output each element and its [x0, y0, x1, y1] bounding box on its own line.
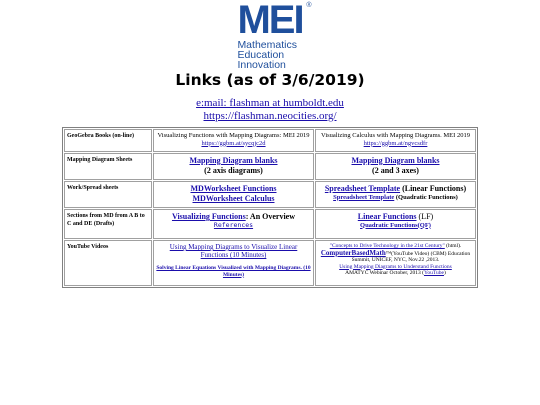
logo-mark	[237, 0, 312, 71]
row-label: Work/Spread sheets	[64, 181, 152, 208]
youtube-link[interactable]: YouTube	[423, 270, 444, 276]
logo-line-3: Innovation	[237, 59, 286, 71]
cell-text: )	[444, 270, 446, 276]
row-label: Mapping Diagram Sheets	[64, 153, 152, 180]
table-row	[64, 240, 476, 286]
cell-sections-overview	[153, 209, 314, 239]
references-link[interactable]: References	[213, 220, 254, 229]
row-label: YouTube Videos	[64, 240, 152, 286]
cell-text: (2 axis diagrams)	[204, 165, 263, 175]
mapping-diagrams-webinar-link[interactable]: Using Mapping Diagrams to Understand Functions	[339, 263, 452, 270]
cell-text: (Linear Functions)	[400, 184, 467, 193]
logo-registered-mark: ®	[306, 2, 312, 9]
email-link[interactable]: e:mail: flashman at humboldt.edu	[196, 97, 344, 109]
row-label: GeoGebra Books (on-line)	[64, 129, 152, 152]
linear-functions-video-link[interactable]: Using Mapping Diagrams to Visualize Linear Functions (10 Minutes)	[169, 243, 298, 259]
cell-worksheets	[153, 181, 314, 208]
cell-spreadsheets	[315, 181, 476, 208]
cell-text: Visualizing Calculus with Mapping Diagrams. MEI 2019	[321, 132, 470, 139]
cell-mapping-3axis	[315, 153, 476, 180]
cell-text: (Quadratic Functions)	[394, 193, 458, 201]
cell-text: : An Overview	[245, 212, 296, 221]
cell-text: Visualizing Functions with Mapping Diagrams: MEI 2019	[157, 132, 310, 139]
logo-line-1: Mathematics	[237, 39, 297, 51]
mdworksheet-calculus-link[interactable]: MDWorksheet Calculus	[192, 193, 275, 203]
page-title: Links (as of 3/6/2019)	[175, 71, 365, 89]
logo-line-2: Education	[237, 49, 285, 61]
solving-equations-video-link[interactable]: Solving Linear Equations Visualized with Mapping Diagrams. (10 Minutes)	[156, 265, 311, 278]
quadratic-functions-link[interactable]: Quadratic Functions(QF)	[360, 221, 431, 229]
cell-geogebra-functions	[153, 129, 314, 152]
mdworksheet-functions-link[interactable]: MDWorksheet Functions	[190, 184, 277, 193]
cell-text: AMATYC Webinar October, 2013 (	[345, 270, 424, 276]
table-row	[64, 181, 476, 208]
computer-based-math-link[interactable]: ComputerBasedMath	[320, 248, 386, 257]
links-table	[62, 127, 478, 288]
logo-wordmark	[237, 40, 302, 70]
cell-text: ™(YouTube Video) (CBM) Education Summit, UNICEF, NYC, Nov.22 ,2013.	[351, 250, 471, 263]
linear-functions-link[interactable]: Linear Functions	[357, 212, 417, 221]
contact-block	[0, 97, 540, 122]
logo-letters: MEI	[237, 0, 303, 42]
mapping-blanks-2axis-link[interactable]: Mapping Diagram blanks	[189, 156, 278, 165]
spreadsheet-linear-link[interactable]: Spreadsheet Template	[324, 184, 401, 193]
cell-geogebra-calculus	[315, 129, 476, 152]
cell-mapping-2axis	[153, 153, 314, 180]
geogebra-calculus-link[interactable]: https://ggbm.at/ngvcsdfr	[363, 139, 428, 147]
visualizing-functions-link[interactable]: Visualizing Functions	[171, 212, 246, 221]
cell-youtube-talks	[315, 240, 476, 286]
table-row	[64, 209, 476, 239]
cell-youtube-videos	[153, 240, 314, 286]
cell-sections-functions	[315, 209, 476, 239]
spreadsheet-quadratic-link[interactable]: Spreadsheet Template	[333, 193, 395, 201]
cell-text: (LF)	[416, 212, 434, 221]
row-label: Sections from MD from A B to C and DE (Drafts)	[64, 209, 152, 239]
geogebra-functions-link[interactable]: https://ggbm.at/sycqjc2d	[201, 139, 266, 147]
table-row	[64, 153, 476, 180]
table-row	[64, 129, 476, 152]
website-link[interactable]: https://flashman.neocities.org/	[203, 109, 337, 122]
mapping-blanks-3axis-link[interactable]: Mapping Diagram blanks	[351, 156, 440, 165]
cell-text: (html).	[444, 243, 462, 249]
concepts-technology-link[interactable]: "Concepts to Drive Technology in the 21st Century"	[329, 243, 445, 249]
mei-logo	[0, 2, 540, 73]
cell-text: (2 and 3 axes)	[372, 165, 419, 175]
